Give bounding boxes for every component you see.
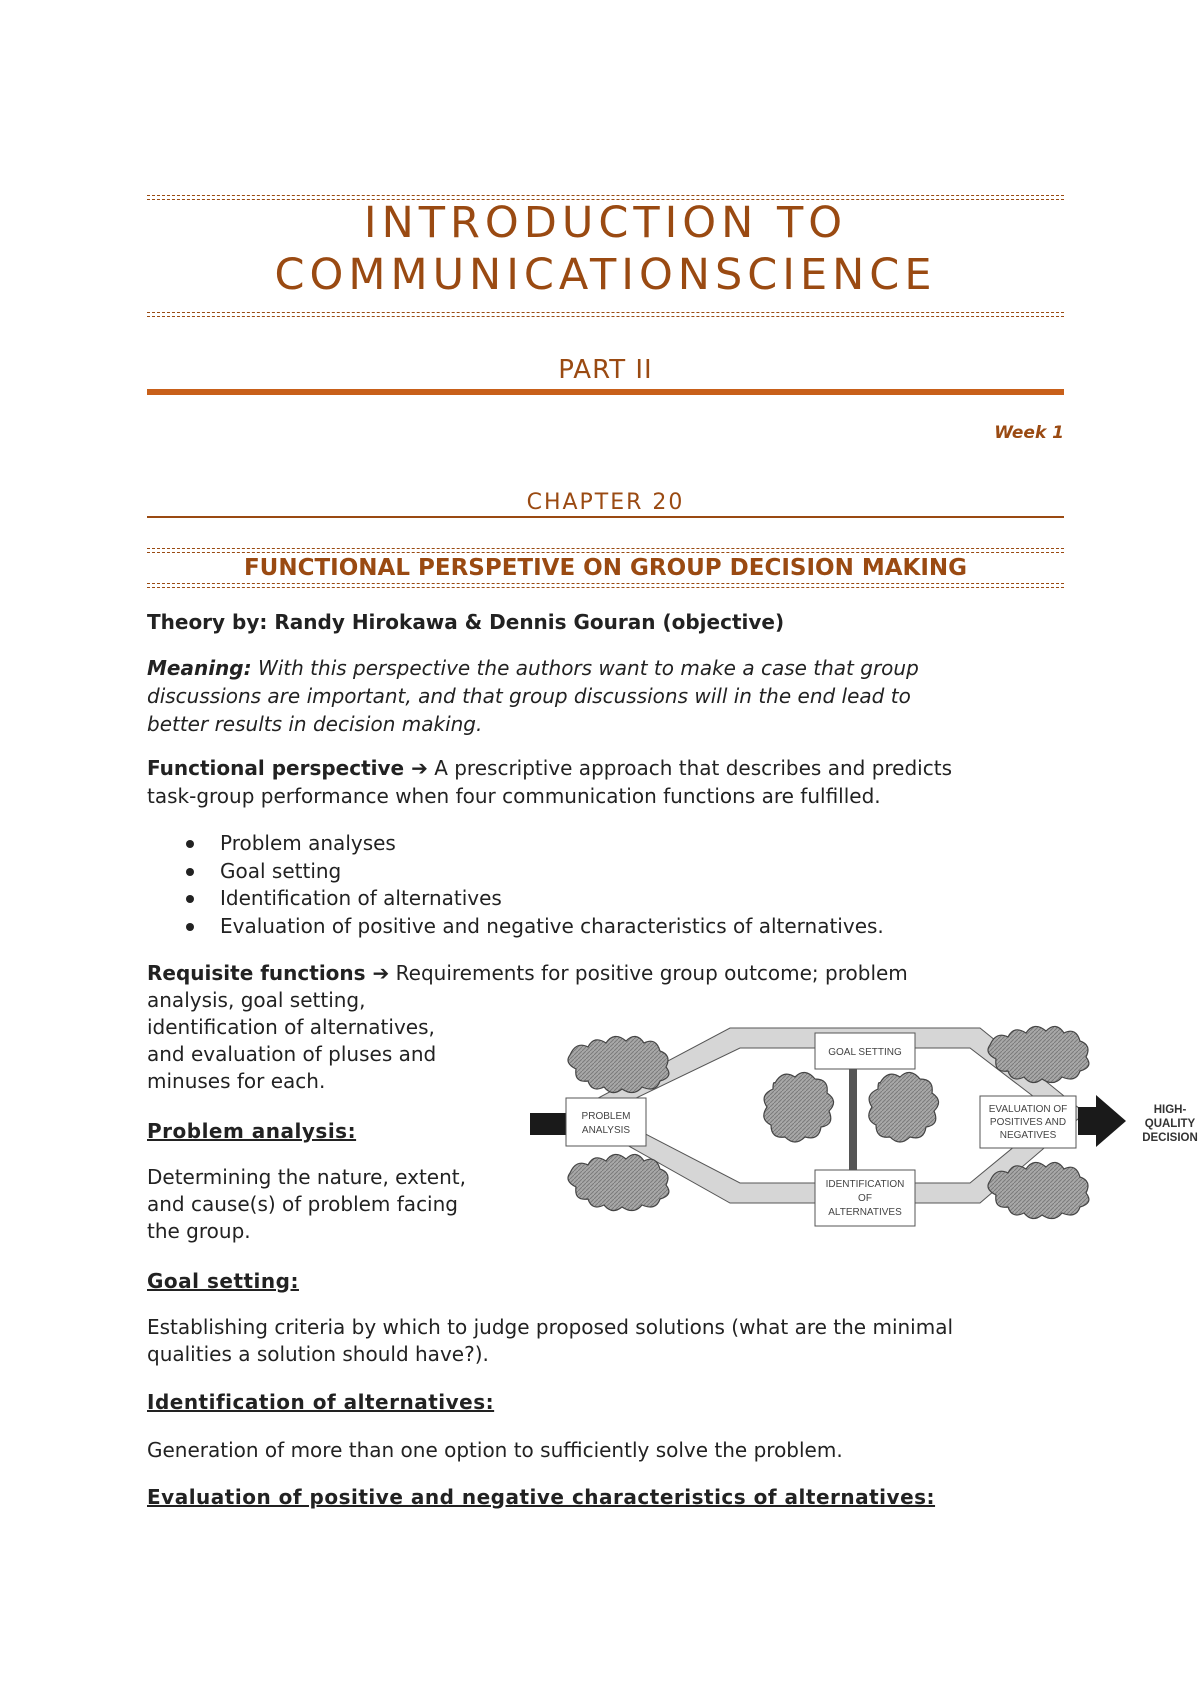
goal-setting-line1: Establishing criteria by which to judge proposed solutions (what are the minimal xyxy=(147,1315,954,1339)
list-item: Identification of alternatives xyxy=(147,885,884,913)
meaning-paragraph xyxy=(147,654,919,738)
ident-label-3: ALTERNATIVES xyxy=(828,1207,902,1218)
list-item: Problem analyses xyxy=(147,830,884,858)
section-top-rule xyxy=(147,548,1064,553)
week-label: Week 1 xyxy=(994,423,1064,443)
part-title: PART II xyxy=(558,355,653,385)
document-page xyxy=(147,0,1198,1698)
functional-perspective-diagram xyxy=(530,1003,1200,1243)
list-item: Evaluation of positive and negative characteristics of alternatives. xyxy=(147,913,884,941)
meaning-line2: discussions are important, and that group discussions will in the end lead to xyxy=(147,684,911,708)
identification-body: Generation of more than one option to sufficiently solve the problem. xyxy=(147,1438,843,1462)
problem-label-1: PROBLEM xyxy=(581,1111,631,1122)
functional-label: Functional perspective xyxy=(147,756,412,780)
ident-label-1: IDENTIFICATION xyxy=(825,1179,905,1190)
identification-heading: Identification of alternatives: xyxy=(147,1390,495,1414)
functional-line2: task-group performance when four communication functions are fulfilled. xyxy=(147,784,881,808)
chapter-title: CHAPTER 20 xyxy=(526,490,685,515)
section-bottom-rule xyxy=(147,583,1064,588)
evaluation-heading: Evaluation of positive and negative characteristics of alternatives: xyxy=(147,1485,936,1509)
goal-setting-line2: qualities a solution should have?). xyxy=(147,1342,489,1366)
eval-label-1: EVALUATION OF xyxy=(988,1104,1068,1115)
problem-analysis-line1: Determining the nature, extent, xyxy=(147,1165,466,1189)
goal-setting-label: GOAL SETTING xyxy=(828,1047,902,1058)
problem-analysis-body xyxy=(147,1164,466,1245)
title-bottom-rule xyxy=(147,312,1064,317)
output-arrow xyxy=(1078,1095,1126,1147)
requisite-line2: analysis, goal setting, xyxy=(147,988,366,1012)
main-title-line2: COMMUNICATIONSCIENCE xyxy=(274,250,937,300)
meaning-line1: With this perspective the authors want to make a case that group xyxy=(251,656,919,680)
shrub-top-left xyxy=(568,1036,669,1092)
chapter-rule xyxy=(147,516,1064,518)
list-item: Goal setting xyxy=(147,858,884,886)
main-title xyxy=(147,197,1064,301)
shrub-bottom-right xyxy=(988,1162,1089,1218)
functional-line1: A prescriptive approach that describes and predicts xyxy=(427,756,952,780)
arrow-icon: ➔ xyxy=(411,756,428,780)
section-title: FUNCTIONAL PERSPETIVE ON GROUP DECISION MAKING xyxy=(243,555,968,581)
requisite-label: Requisite functions xyxy=(147,961,373,985)
meaning-label: Meaning: xyxy=(147,656,252,680)
output-label-1: HIGH- xyxy=(1153,1104,1187,1116)
problem-analysis-line2: and cause(s) of problem facing xyxy=(147,1192,458,1216)
requisite-line5: minuses for each. xyxy=(147,1069,326,1093)
output-label-2: QUALITY xyxy=(1144,1118,1196,1130)
theory-line: Theory by: Randy Hirokawa & Dennis Gouran (objective) xyxy=(147,610,785,634)
shrub-bottom-left xyxy=(568,1154,669,1210)
requisite-line1: Requirements for positive group outcome; problem xyxy=(389,961,908,985)
main-title-line1: INTRODUCTION TO xyxy=(363,198,848,248)
requisite-line4: and evaluation of pluses and xyxy=(147,1042,437,1066)
output-label-3: DECISION xyxy=(1142,1132,1198,1144)
input-arrow xyxy=(530,1113,570,1135)
goal-setting-heading: Goal setting: xyxy=(147,1269,299,1293)
eval-label-3: NEGATIVES xyxy=(999,1130,1057,1141)
functions-list xyxy=(147,830,884,940)
functional-paragraph xyxy=(147,754,952,810)
requisite-line3: identification of alternatives, xyxy=(147,1015,435,1039)
problem-analysis-box xyxy=(566,1098,646,1146)
goal-setting-body xyxy=(147,1314,953,1368)
problem-label-2: ANALYSIS xyxy=(581,1125,631,1136)
problem-analysis-line3: the group. xyxy=(147,1219,251,1243)
meaning-line3: better results in decision making. xyxy=(147,712,483,736)
part-rule xyxy=(147,389,1064,395)
ident-label-2: OF xyxy=(858,1193,872,1204)
problem-analysis-heading: Problem analysis: xyxy=(147,1119,357,1143)
arrow-icon: ➔ xyxy=(372,961,390,985)
eval-label-2: POSITIVES AND xyxy=(989,1117,1067,1128)
